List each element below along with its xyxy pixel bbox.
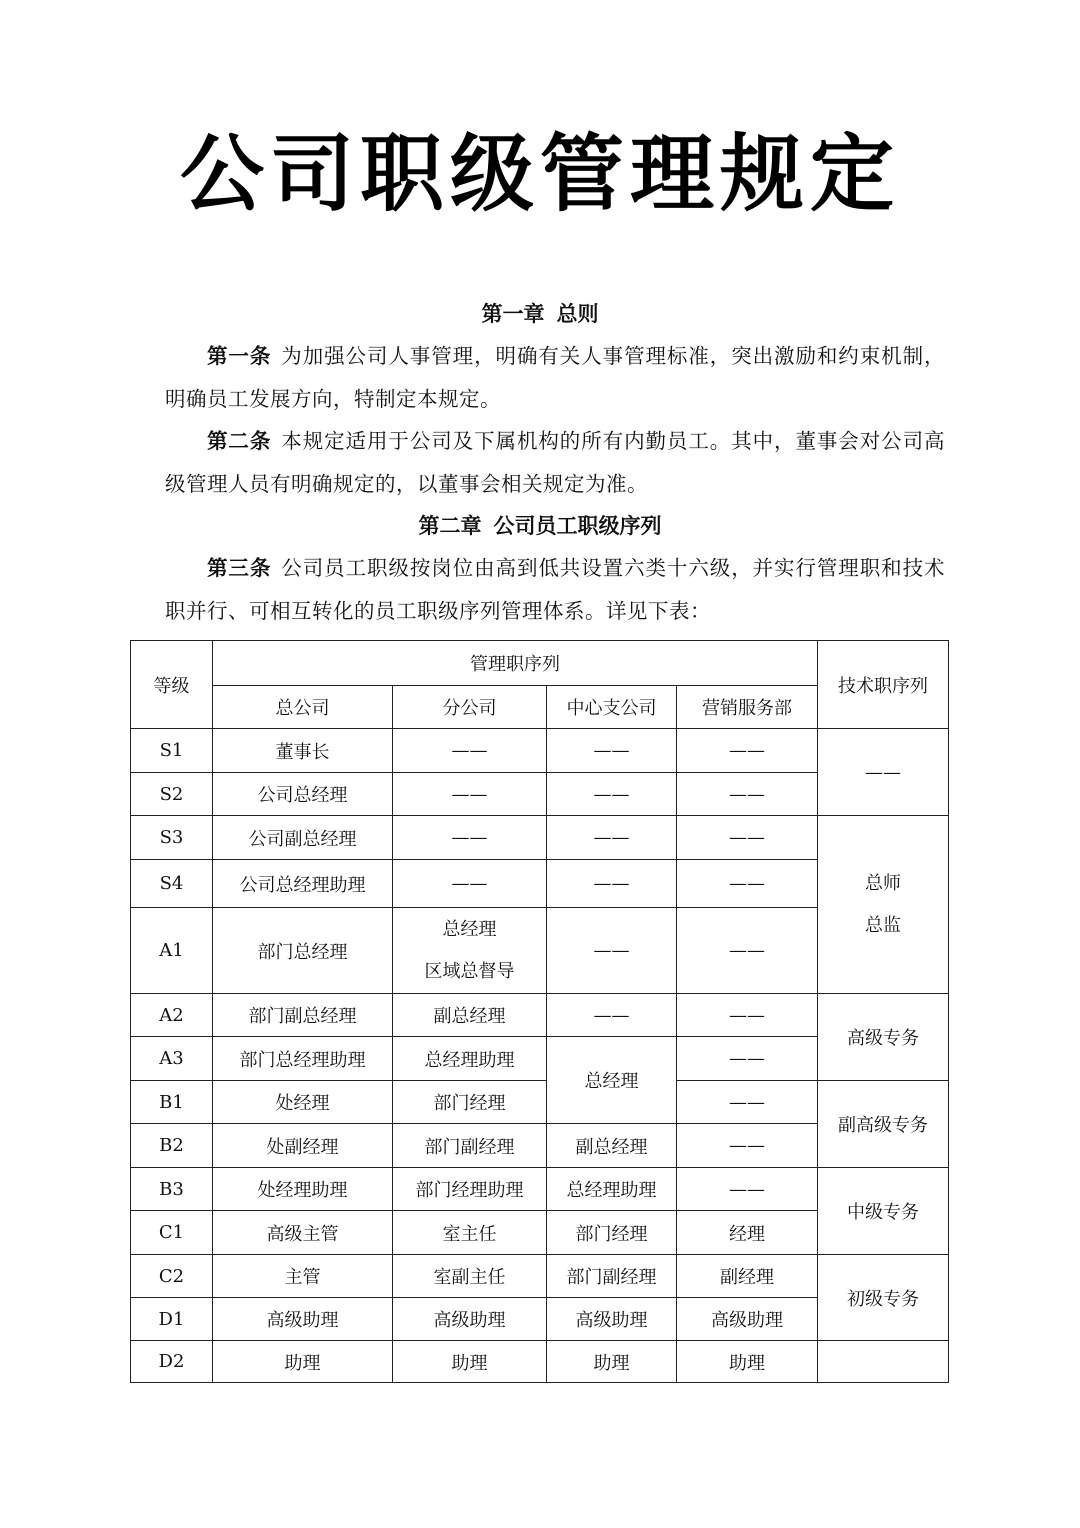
header-grade: 等级	[131, 641, 213, 729]
branch-cell: 高级助理	[393, 1298, 547, 1341]
hq-cell: 公司总经理	[213, 773, 393, 816]
article-1-text: 为加强公司人事管理，明确有关人事管理标准，突出激励和约束机制，明确员工发展方向，特制定本规定。	[165, 344, 946, 411]
dash-cell: ——	[547, 908, 677, 994]
article-2-text: 本规定适用于公司及下属机构的所有内勤员工。其中，董事会对公司高级管理人员有明确规定的，以董事会相关规定为准。	[165, 429, 946, 496]
grade-cell: S2	[131, 773, 213, 816]
table-row	[131, 1255, 949, 1298]
grade-cell: C1	[131, 1211, 213, 1255]
dash-cell: ——	[547, 773, 677, 816]
article-2-label: 第二条	[207, 429, 272, 453]
chapter-2-name: 公司员工职级序列	[493, 513, 662, 538]
table-row	[131, 994, 949, 1037]
chapter-1-number: 第一章	[481, 301, 545, 326]
header-mgmt-series: 管理职序列	[213, 641, 818, 686]
center-cell: 高级助理	[547, 1298, 677, 1341]
dash-cell: ——	[547, 860, 677, 908]
dash-cell: ——	[677, 1124, 818, 1168]
tech-cell: 高级专务	[818, 994, 949, 1081]
dash-cell: ——	[677, 860, 818, 908]
table-row	[131, 816, 949, 860]
hq-cell: 主管	[213, 1255, 393, 1298]
center-cell: 总经理助理	[547, 1168, 677, 1211]
sales-cell: 高级助理	[677, 1298, 818, 1341]
hq-cell: 助理	[213, 1341, 393, 1383]
sales-cell: 副经理	[677, 1255, 818, 1298]
tech-director: 总监	[865, 914, 901, 936]
branch-cell: 部门经理助理	[393, 1168, 547, 1211]
dash-cell: ——	[677, 1168, 818, 1211]
hq-cell: 高级助理	[213, 1298, 393, 1341]
dash-cell: ——	[677, 1037, 818, 1081]
center-cell: 助理	[547, 1341, 677, 1383]
article-1-label: 第一条	[207, 344, 272, 368]
dash-cell: ——	[393, 860, 547, 908]
tech-cell: 副高级专务	[818, 1081, 949, 1168]
dash-cell: ——	[547, 816, 677, 860]
dash-cell: ——	[547, 729, 677, 773]
tech-cell-chief	[818, 816, 949, 994]
dash-cell: ——	[677, 729, 818, 773]
grade-cell: B2	[131, 1124, 213, 1168]
table-row	[131, 729, 949, 773]
hq-cell: 处经理助理	[213, 1168, 393, 1211]
table-row	[131, 1081, 949, 1124]
dash-cell: ——	[547, 994, 677, 1037]
dash-cell: ——	[677, 908, 818, 994]
center-cell: 总经理	[547, 1037, 677, 1124]
chapter-1-heading	[0, 303, 1080, 324]
grade-cell: S3	[131, 816, 213, 860]
grade-table	[130, 640, 949, 1383]
dash-cell: ——	[393, 816, 547, 860]
table-row	[131, 1341, 949, 1383]
hq-cell: 部门副总经理	[213, 994, 393, 1037]
header-hq: 总公司	[213, 686, 393, 729]
branch-gm: 总经理	[442, 918, 497, 940]
center-cell: 部门副经理	[547, 1255, 677, 1298]
center-cell: 部门经理	[547, 1211, 677, 1255]
header-tech-series: 技术职序列	[818, 641, 949, 729]
grade-cell: B1	[131, 1081, 213, 1124]
branch-regional-supervisor: 区域总督导	[424, 960, 515, 982]
article-3	[165, 547, 945, 633]
tech-cell: ——	[818, 729, 949, 816]
branch-cell: 总经理助理	[393, 1037, 547, 1081]
dash-cell: ——	[677, 816, 818, 860]
hq-cell: 公司副总经理	[213, 816, 393, 860]
dash-cell: ——	[393, 729, 547, 773]
grade-cell: B3	[131, 1168, 213, 1211]
header-branch: 分公司	[393, 686, 547, 729]
branch-cell: 副总经理	[393, 994, 547, 1037]
branch-cell: 部门经理	[393, 1081, 547, 1124]
article-1	[165, 335, 945, 421]
grade-cell: D1	[131, 1298, 213, 1341]
hq-cell: 部门总经理	[213, 908, 393, 994]
tech-cell: 中级专务	[818, 1168, 949, 1255]
header-center-branch: 中心支公司	[547, 686, 677, 729]
hq-cell: 公司总经理助理	[213, 860, 393, 908]
grade-cell: A1	[131, 908, 213, 994]
branch-cell: 室主任	[393, 1211, 547, 1255]
hq-cell: 高级主管	[213, 1211, 393, 1255]
tech-cell-empty	[818, 1341, 949, 1383]
table-row	[131, 1168, 949, 1211]
grade-cell: D2	[131, 1341, 213, 1383]
hq-cell: 部门总经理助理	[213, 1037, 393, 1081]
center-cell: 副总经理	[547, 1124, 677, 1168]
page-title: 公司职级管理规定	[179, 125, 900, 223]
dash-cell: ——	[677, 1081, 818, 1124]
dash-cell: ——	[677, 994, 818, 1037]
grade-cell: A2	[131, 994, 213, 1037]
branch-cell: 室副主任	[393, 1255, 547, 1298]
tech-chief: 总师	[865, 872, 901, 894]
chapter-1-name: 总则	[556, 301, 599, 326]
dash-cell: ——	[677, 773, 818, 816]
chapter-2-heading	[0, 515, 1080, 536]
grade-cell: S4	[131, 860, 213, 908]
sales-cell: 经理	[677, 1211, 818, 1255]
hq-cell: 处副经理	[213, 1124, 393, 1168]
article-2	[165, 420, 945, 506]
header-sales-dept: 营销服务部	[677, 686, 818, 729]
grade-cell: A3	[131, 1037, 213, 1081]
sales-cell: 助理	[677, 1341, 818, 1383]
article-3-label: 第三条	[207, 556, 272, 580]
grade-cell: S1	[131, 729, 213, 773]
branch-cell	[393, 908, 547, 994]
branch-cell: 部门副经理	[393, 1124, 547, 1168]
chapter-2-number: 第二章	[418, 513, 482, 538]
dash-cell: ——	[393, 773, 547, 816]
branch-cell: 助理	[393, 1341, 547, 1383]
tech-cell: 初级专务	[818, 1255, 949, 1341]
hq-cell: 董事长	[213, 729, 393, 773]
grade-cell: C2	[131, 1255, 213, 1298]
hq-cell: 处经理	[213, 1081, 393, 1124]
article-3-text: 公司员工职级按岗位由高到低共设置六类十六级，并实行管理职和技术职并行、可相互转化的员工职级序列管理体系。详见下表：	[165, 556, 946, 623]
